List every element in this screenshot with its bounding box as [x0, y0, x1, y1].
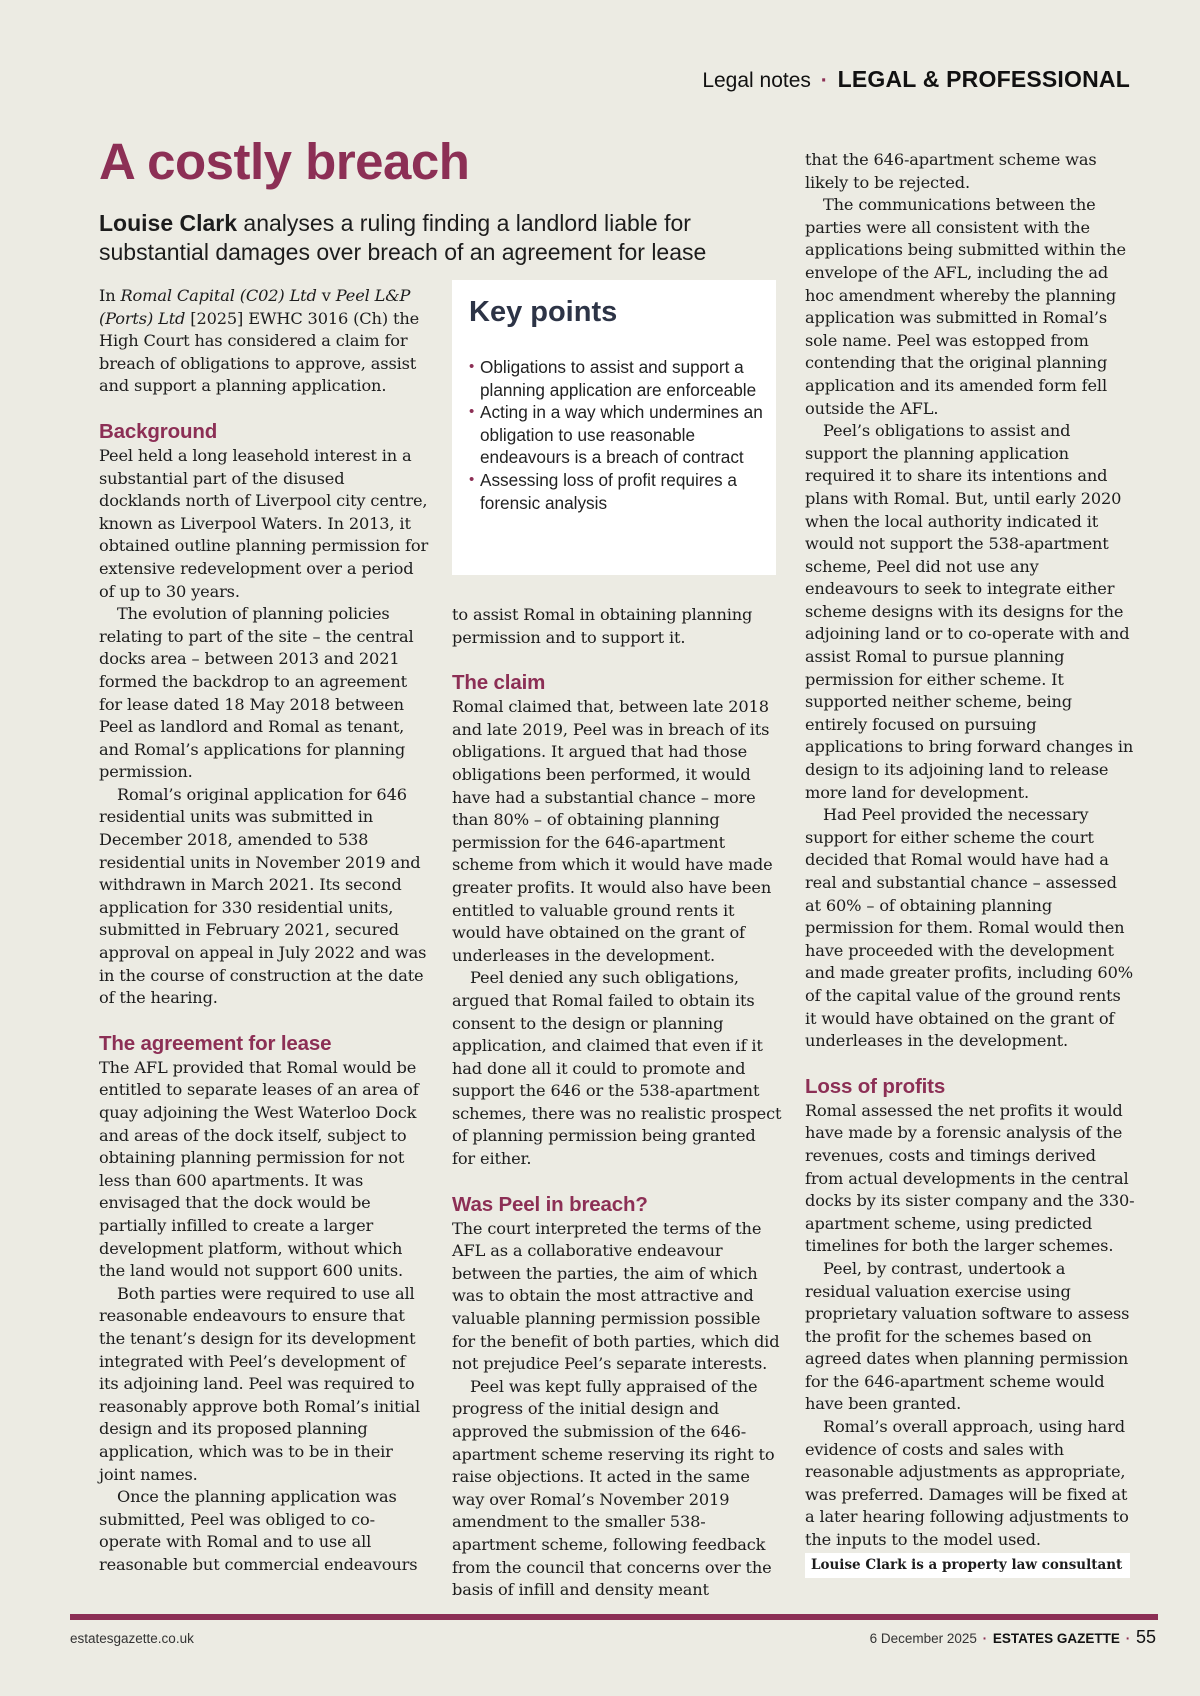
- running-header: [702, 66, 1130, 93]
- heading-agreement-for-lease: The agreement for lease: [99, 1031, 332, 1055]
- page-number: 55: [1135, 1627, 1156, 1647]
- body-paragraph: The AFL provided that Romal would be entitled to separate leases of an area of quay adjoining the West Waterloo Dock and areas of the dock itself, subject to obtaining planning permission for not less than 600 apartments. It was envisaged that the dock would be partially infilled to create a larger development platform, without which the land would not support 600 units.: [99, 1057, 419, 1281]
- body-paragraph: Peel’s obligations to assist and support the planning application required it to share its intentions and plans with Romal. But, until early 2020 when the local authority indicated it would not support the 538-apartment scheme, Peel did not use any endeavours to seek to integrate either scheme designs with its designs for the adjoining land or to co-operate with and assist Romal to pursue planning permission for either scheme. It supported neither scheme, being entirely focused on pursuing applications to bring forward changes in design to its adjoining land to release more land for development.: [805, 421, 1134, 802]
- magazine-name: ESTATES GAZETTE: [992, 1631, 1120, 1646]
- footer-folio: [870, 1627, 1156, 1648]
- issue-date: 6 December 2025: [869, 1631, 977, 1646]
- article-title: A costly breach: [99, 133, 470, 190]
- body-paragraph: Both parties were required to use all reasonable endeavours to ensure that the tenant’s design for its development integrated with Peel’s development of its adjoining land. Peel was required to reasonably approve both Romal’s initial design and its proposed planning application, which was to be in their joint names.: [99, 1283, 420, 1484]
- body-paragraph: Once the planning application was submitted, Peel was obliged to co-operate with Romal and to use all reasonable but commercial endeavours: [99, 1487, 418, 1574]
- body-paragraph: The evolution of planning policies relating to part of the site – the central docks area – between 2013 and 2021 formed the backdrop to an agreement for lease dated 18 May 2018 between Peel as landlord and Romal as tenant, and Romal’s applications for planning permission.: [99, 604, 414, 782]
- header-label: Legal notes: [702, 69, 811, 92]
- column-1: [99, 285, 429, 1576]
- key-points-title: Key points: [469, 296, 618, 328]
- body-paragraph: to assist Romal in obtaining planning permission and to support it.: [452, 605, 753, 647]
- footer-separator: ·: [1125, 1631, 1131, 1646]
- body-paragraph: Peel held a long leasehold interest in a substantial part of the disused docklands north of Liverpool city centre, known as Liverpool Waters. In 2013, it obtained outline planning permission for extensive redevelopment over a period of up to 30 years.: [99, 445, 429, 601]
- body-paragraph: Peel, by contrast, undertook a residual valuation exercise using proprietary valuation software to assess the profit for the schemes based on agreed dates when planning permission for the 646-apartment scheme would have been granted.: [805, 1258, 1130, 1414]
- case-party-2: Peel L&P (Ports) Ltd: [99, 286, 411, 328]
- header-section: LEGAL & PROFESSIONAL: [837, 66, 1130, 92]
- body-paragraph: that the 646-apartment scheme was likely to be rejected.: [805, 150, 1097, 192]
- column-2: [452, 604, 782, 1602]
- body-paragraph: Romal’s original application for 646 residential units was submitted in December 2018, amended to 538 residential units in November 2019 and withdrawn in March 2021. Its second application for 330 residential units, submitted in February 2021, secured approval on appeal in July 2022 and was in the course of construction at the date of the hearing.: [99, 784, 427, 1008]
- author-name: Louise Clark: [99, 210, 238, 236]
- key-points-list: [469, 356, 776, 514]
- footer-website[interactable]: estatesgazette.co.uk: [70, 1631, 194, 1646]
- author-bio: Louise Clark is a property law consultant: [805, 1553, 1130, 1578]
- heading-was-peel-in-breach: Was Peel in breach?: [452, 1192, 648, 1216]
- intro-paragraph: [99, 285, 429, 398]
- heading-background: Background: [99, 419, 218, 443]
- key-point-item: • Obligations to assist and support a planning application are enforceable: [469, 356, 776, 401]
- body-paragraph: Peel was kept fully appraised of the progress of the initial design and approved the submission of the 646-apartment scheme reserving its right to raise objections. It acted in the same way over Romal’s November 2019 amendment to the smaller 538-apartment scheme, following feedback from the council that concerns over the basis of infill and density meant: [452, 1376, 775, 1600]
- case-v: v: [316, 286, 336, 305]
- footer-rule: [70, 1614, 1158, 1620]
- intro-post: [2025] EWHC 3016 (Ch) the High Court has considered a claim for breach of obligations to approve, assist and support a planning application.: [99, 308, 420, 396]
- heading-loss-of-profits: Loss of profits: [805, 1074, 946, 1098]
- standfirst-text: analyses a ruling finding a landlord liable for substantial damages over breach of an agreement for lease: [99, 210, 707, 265]
- body-paragraph: The communications between the parties were all consistent with the applications being submitted within the envelope of the AFL, including the ad hoc amendment whereby the planning application was submitted in Romal’s sole name. Peel was estopped from contending that the original planning application and its amended form fell outside the AFL.: [805, 195, 1126, 418]
- standfirst: [99, 209, 779, 267]
- header-separator: ·: [820, 69, 828, 92]
- intro-pre: In: [99, 286, 121, 305]
- body-paragraph: The court interpreted the terms of the AFL as a collaborative endeavour between the parties, the aim of which was to obtain the most attractive and valuable planning permission possible for the benefit of both parties, which did not prejudice Peel’s separate interests.: [452, 1218, 780, 1374]
- heading-the-claim: The claim: [452, 671, 546, 695]
- footer-separator: ·: [982, 1631, 988, 1646]
- key-points-box: [452, 280, 776, 575]
- body-paragraph: Romal’s overall approach, using hard evidence of costs and sales with reasonable adjustments as appropriate, was preferred. Damages will be fixed at a later hearing following adjustments to the inputs to the model used.: [805, 1417, 1129, 1550]
- body-paragraph: Peel denied any such obligations, argued that Romal failed to obtain its consent to the design or planning application, and claimed that even if it had done all it could to promote and support the 646 or the 538-apartment schemes, there was no realistic prospect of planning permission being granted for either.: [452, 968, 782, 1169]
- body-paragraph: Romal claimed that, between late 2018 and late 2019, Peel was in breach of its obligations. It argued that had those obligations been performed, it would have had a substantial chance – more than 80% – of obtaining planning permission for the 646-apartment scheme from which it would have made greater profits. It would also have been entitled to valuable ground rents it would have obtained on the grant of underleases in the development.: [452, 697, 773, 965]
- body-paragraph: Romal assessed the net profits it would have made by a forensic analysis of the revenues, costs and timings derived from actual developments in the central docks by its sister company and the 330-apartment scheme, using predicted timelines for both the larger schemes.: [805, 1100, 1135, 1256]
- key-point-item: • Acting in a way which undermines an obligation to use reasonable endeavours is a breach of contract: [469, 401, 776, 469]
- case-party-1: Romal Capital (C02) Ltd: [120, 286, 317, 305]
- column-3: [805, 149, 1135, 1552]
- body-paragraph: Had Peel provided the necessary support for either scheme the court decided that Romal would have had a real and substantial chance – assessed at 60% – of obtaining planning permission for them. Romal would then have proceeded with the development and made greater profits, including 60% of the capital value of the ground rents it would have obtained on the grant of underleases in the development.: [805, 805, 1133, 1051]
- key-point-item: • Assessing loss of profit requires a forensic analysis: [469, 469, 776, 514]
